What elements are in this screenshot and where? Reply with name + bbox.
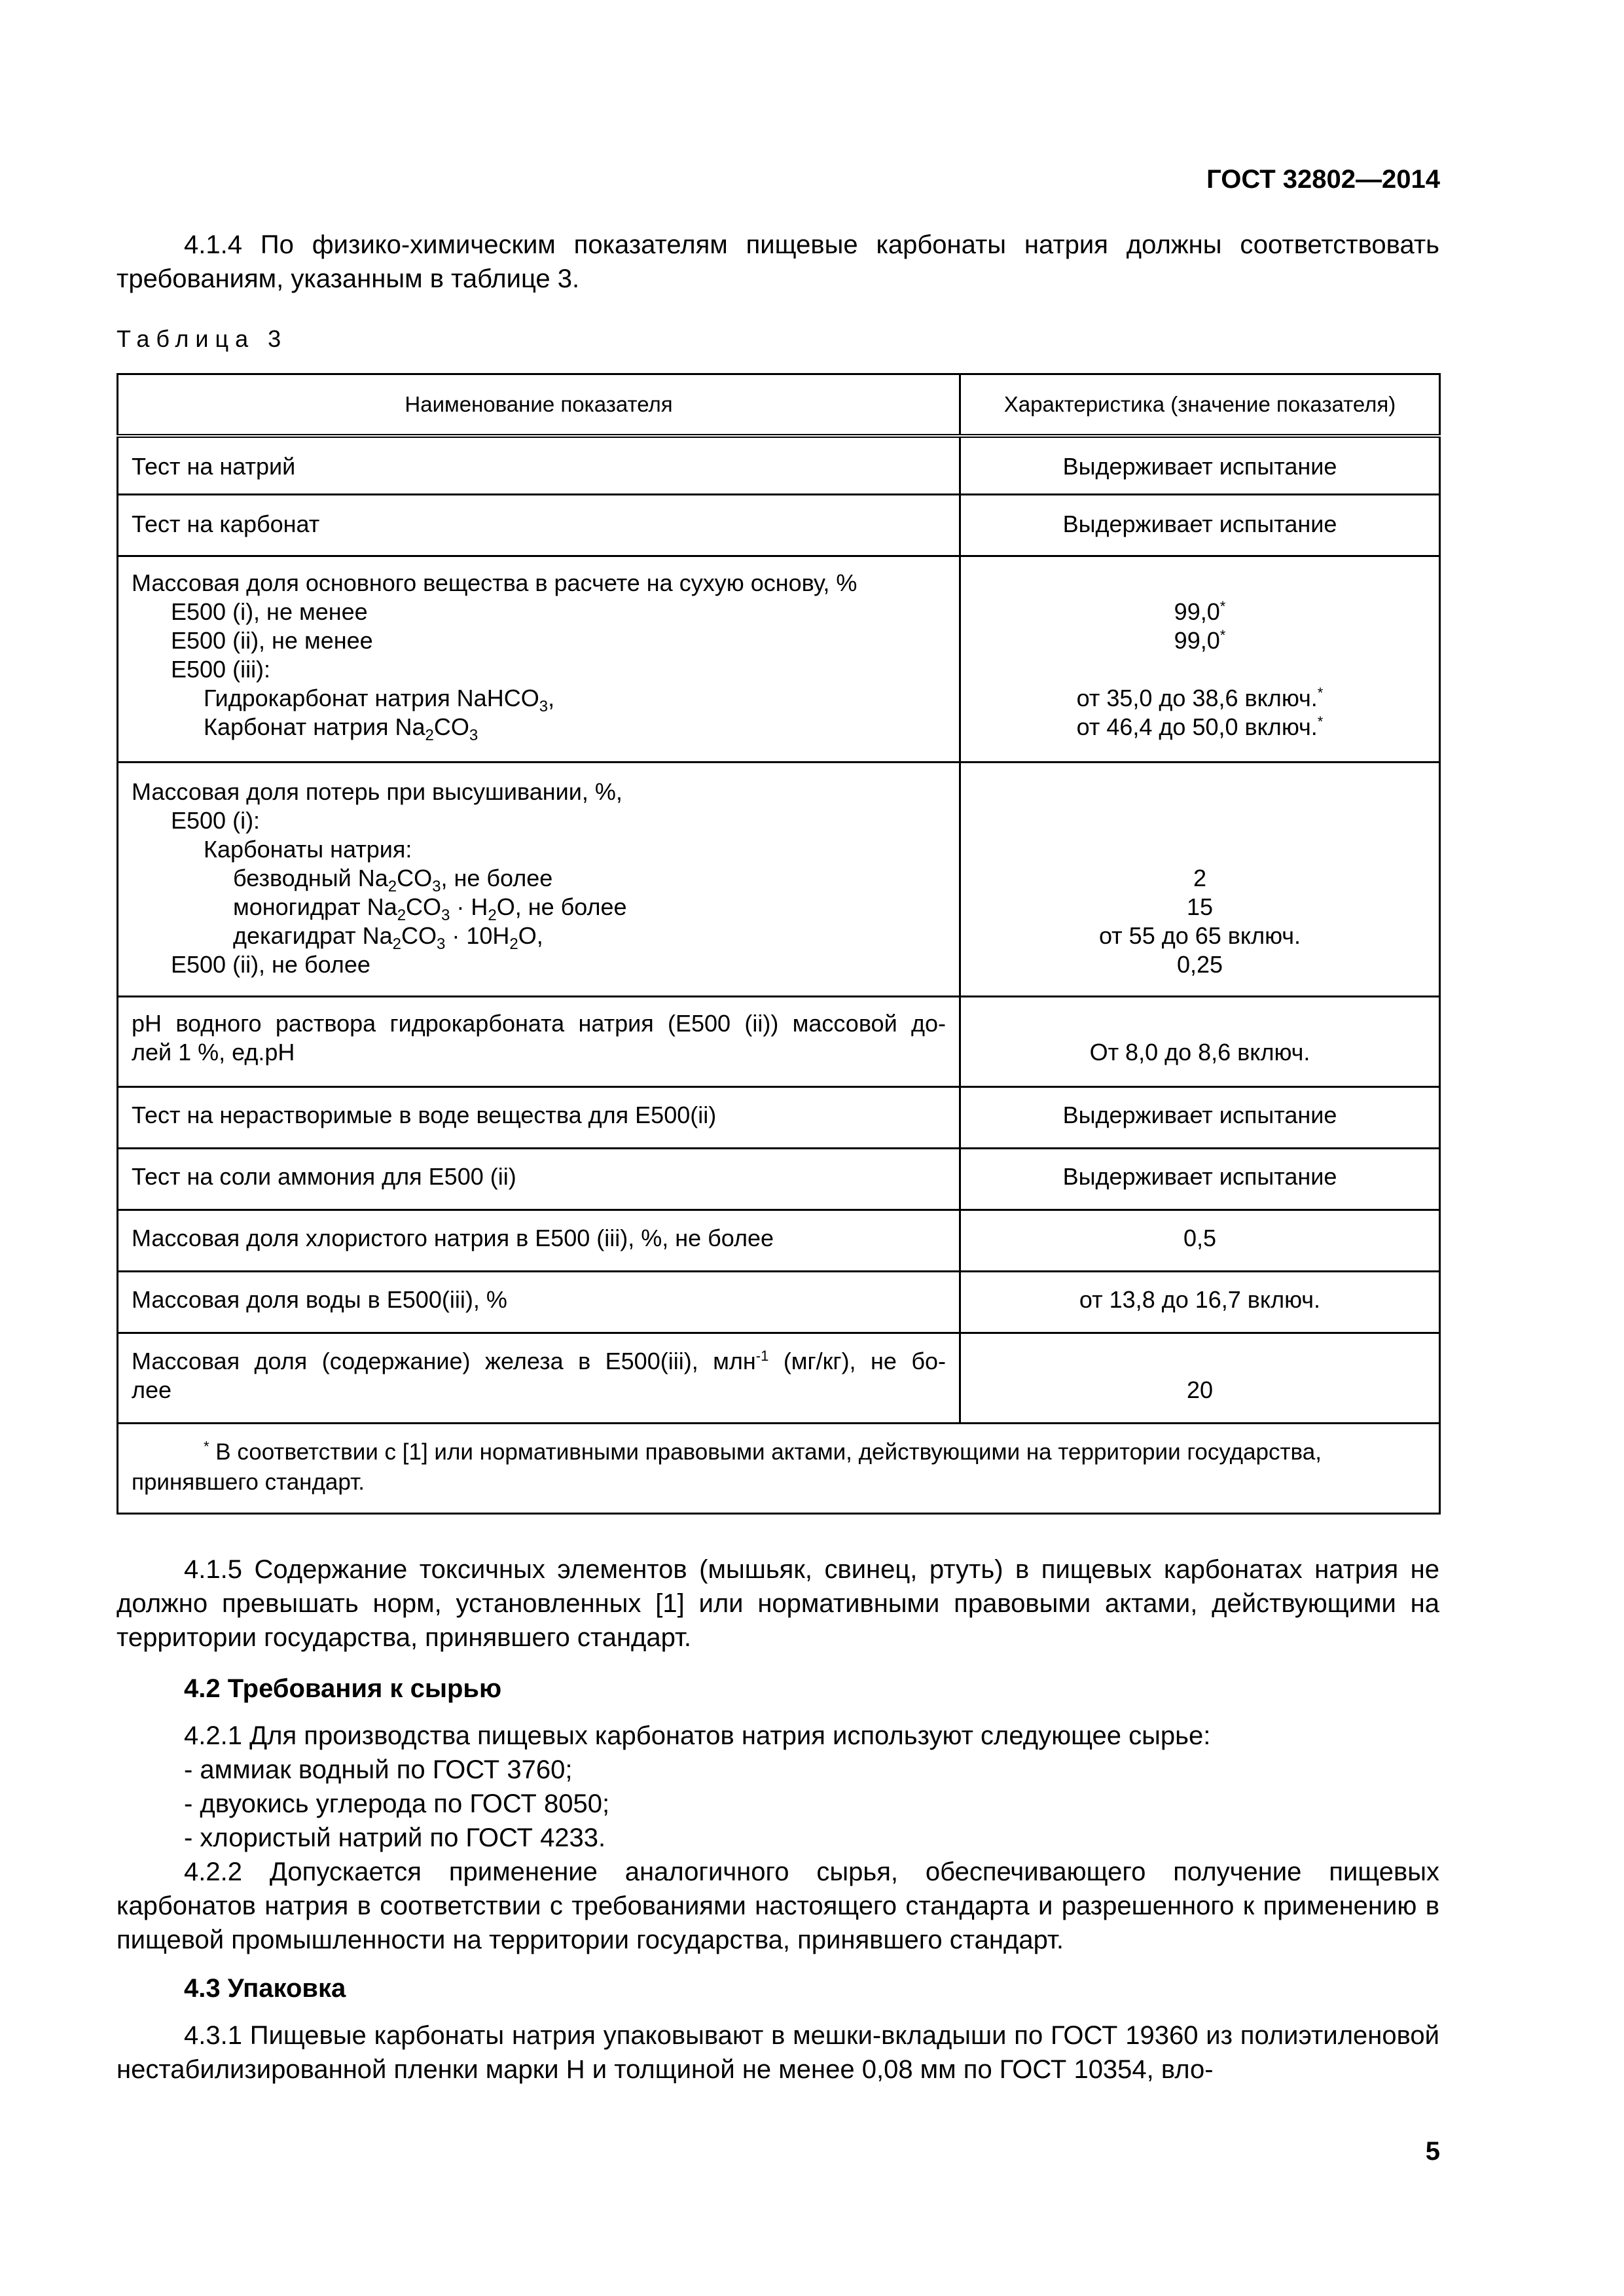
footnote-line2: принявшего стандарт. xyxy=(132,1469,365,1495)
drying-e500i: Е500 (i): xyxy=(171,807,261,834)
main-bicarbonate: Гидрокарбонат натрия NaHCO$_3$, xyxy=(204,685,555,716)
table-row xyxy=(118,762,1440,997)
row-name xyxy=(118,997,960,1087)
row-value: Выдерживает испытание xyxy=(960,1087,1440,1149)
paragraph-4-2-2: 4.2.2 Допускается применение аналогичного сырья, обеспечивающего получение пищевых карбонатов натрия в соответствии с требованиями настоящего стандарта и разрешенного к применению в пищевой промышленности на территории государства, принявшего стандарт. xyxy=(117,1857,1439,1954)
value-anhydrous: 2 xyxy=(1193,865,1207,891)
paragraph-4-1-5: 4.1.5 Содержание токсичных элементов (мышьяк, свинец, ртуть) в пищевых карбонатах натрия не должно превышать норм, установленных [1] или нормативными правовыми актами, действующими на территории государства, принявшего стандарт. xyxy=(117,1555,1439,1652)
table-row xyxy=(118,997,1440,1087)
paragraph-4-2-1: 4.2.1 Для производства пищевых карбонатов натрия используют следующее сырье: xyxy=(184,1721,1211,1750)
row-value: Выдерживает испытание xyxy=(960,495,1440,556)
main-carbonate: Карбонат натрия $Na_2CO_3$ xyxy=(204,713,478,745)
row-name: Массовая доля воды в Е500(iii), % xyxy=(118,1272,960,1333)
main-e500iii: Е500 (iii): xyxy=(171,656,271,683)
row-value: От 8,0 до 8,6 включ. xyxy=(960,997,1440,1087)
section-heading-4-2: 4.2 Требования к сырью xyxy=(184,1674,502,1703)
table-footnote-row xyxy=(118,1424,1440,1514)
row-name: Массовая доля хлористого натрия в Е500 (iii), %, не более xyxy=(118,1210,960,1272)
row-value: Выдерживает испытание xyxy=(960,436,1440,495)
row-value: 0,5 xyxy=(960,1210,1440,1272)
value-carbonate: от 46,4 до 50,0 включ.* xyxy=(1076,713,1324,740)
table-row xyxy=(118,556,1440,762)
row-name: Тест на натрий xyxy=(118,436,960,495)
value-e500i: 99,0* xyxy=(1174,598,1226,625)
col-header-value: Характеристика (значение показателя) xyxy=(960,374,1440,436)
main-substance-title: Массовая доля основного вещества в расчете на сухую основу, % xyxy=(132,569,857,596)
row-name xyxy=(118,1333,960,1424)
row-name xyxy=(118,762,960,997)
drying-e500ii: Е500 (ii), не более xyxy=(171,951,370,978)
iron-line2: лее xyxy=(132,1376,172,1403)
table-3 xyxy=(117,373,1441,1515)
value-monohydrate: 15 xyxy=(1186,893,1214,920)
footnote-line1: * В соответствии с [1] или нормативными правовыми актами, действующими на территории государства, xyxy=(204,1438,1322,1465)
value-decahydrate: от 55 до 65 включ. xyxy=(1098,922,1301,949)
table-row xyxy=(118,1149,1440,1210)
main-e500ii: Е500 (ii), не менее xyxy=(171,627,373,654)
drying-monohydrate: моногидрат $Na_2CO_3 \cdot H_2O$, не более xyxy=(233,893,627,925)
row-value: Выдерживает испытание xyxy=(960,1149,1440,1210)
value-bicarbonate: от 35,0 до 38,6 включ.* xyxy=(1076,685,1324,711)
table-header-row xyxy=(118,374,1440,436)
row-value: от 13,8 до 16,7 включ. xyxy=(960,1272,1440,1333)
ph-line2: лей 1 %, ед.рН xyxy=(132,1039,295,1066)
table-caption: Таблица 3 xyxy=(117,325,288,352)
row-name: Тест на нерастворимые в воде вещества для Е500(ii) xyxy=(118,1087,960,1149)
value-e500ii: 0,25 xyxy=(1176,951,1223,978)
row-name: Тест на карбонат xyxy=(118,495,960,556)
ph-line1: рН водного раствора гидрокарбоната натрия (Е500 (ii)) массовой до- xyxy=(132,1010,946,1037)
col-header-name: Наименование показателя xyxy=(118,374,960,436)
paragraph-4-1-4: 4.1.4 По физико-химическим показателям пищевые карбонаты натрия должны соответствовать требованиям, указанным в таблице 3. xyxy=(117,230,1439,293)
row-value: 20 xyxy=(960,1333,1440,1424)
table-row xyxy=(118,436,1440,495)
row-value xyxy=(960,762,1440,997)
table-row xyxy=(118,495,1440,556)
table-row xyxy=(118,1333,1440,1424)
table-row xyxy=(118,1272,1440,1333)
list-item: - хлористый натрий по ГОСТ 4233. xyxy=(184,1823,606,1852)
list-item: - аммиак водный по ГОСТ 3760; xyxy=(184,1755,573,1784)
row-value xyxy=(960,556,1440,762)
drying-carbonates: Карбонаты натрия: xyxy=(204,836,412,863)
section-4-2-body xyxy=(117,1719,1439,1957)
drying-title: Массовая доля потерь при высушивании, %, xyxy=(132,778,623,805)
iron-line1: Массовая доля (содержание) железа в Е500(iii), млн$^{-1}$ (мг/кг), не бо- xyxy=(132,1348,946,1374)
drying-anhydrous: безводный $Na_2CO_3$, не более xyxy=(233,865,553,896)
page-number: 5 xyxy=(1425,2137,1440,2166)
main-e500i: Е500 (i), не менее xyxy=(171,598,368,625)
table-row xyxy=(118,1087,1440,1149)
drying-decahydrate: декагидрат $Na_2CO_3 \cdot 10H_2O$, xyxy=(233,922,543,954)
row-name xyxy=(118,556,960,762)
row-name: Тест на соли аммония для Е500 (ii) xyxy=(118,1149,960,1210)
document-number: ГОСТ 32802—2014 xyxy=(1206,165,1440,194)
table-footnote xyxy=(118,1424,1440,1514)
value-e500ii: 99,0* xyxy=(1174,627,1226,654)
list-item: - двуокись углерода по ГОСТ 8050; xyxy=(184,1789,610,1818)
table-row xyxy=(118,1210,1440,1272)
paragraph-4-3-1: 4.3.1 Пищевые карбонаты натрия упаковывают в мешки-вкладыши по ГОСТ 19360 из полиэтиленовой нестабилизированной пленки марки Н и толщиной не менее 0,08 мм по ГОСТ 10354, вло- xyxy=(117,2021,1439,2084)
section-heading-4-3: 4.3 Упаковка xyxy=(184,1974,346,2003)
